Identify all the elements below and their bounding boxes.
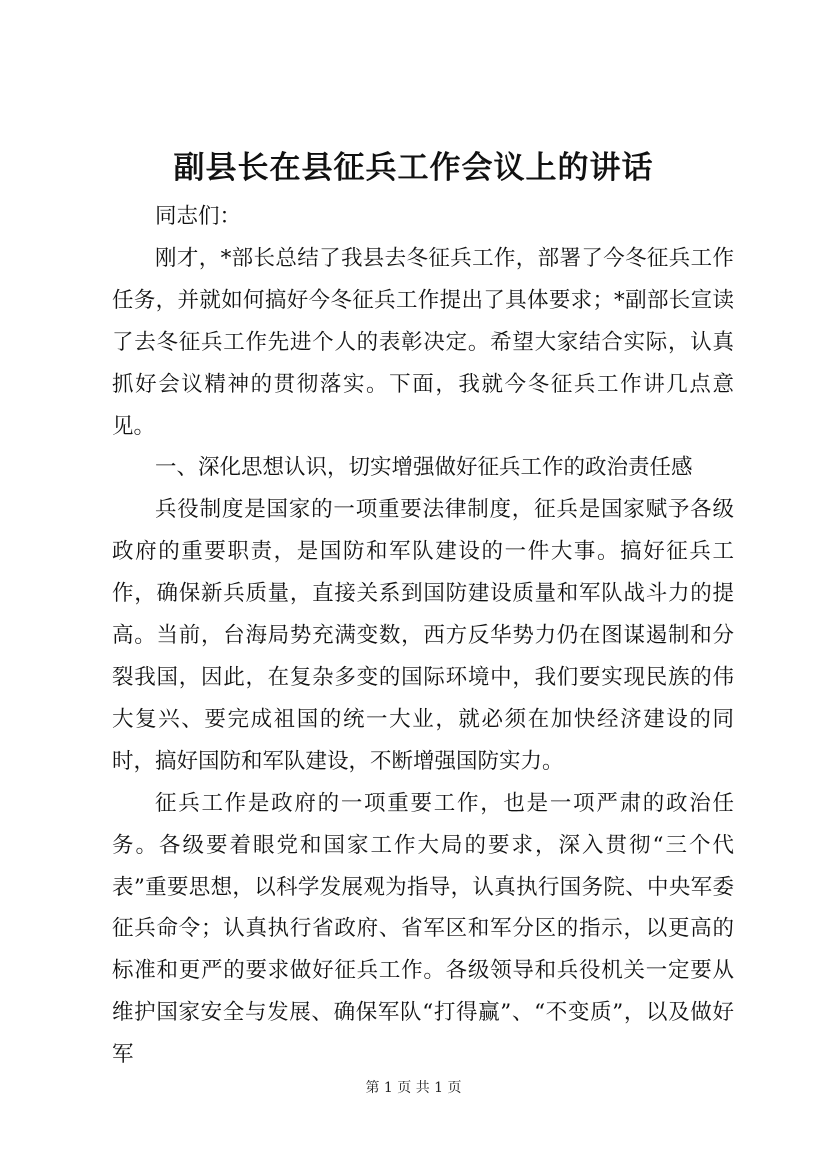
page-number-footer: 第 1 页 共 1 页 (365, 1080, 462, 1096)
section-heading-1: 一、深化思想认识，切实增强做好征兵工作的政治责任感 (155, 455, 693, 481)
salutation: 同志们： (155, 204, 242, 229)
paragraph-2: 兵役制度是国家的一项重要法律制度，征兵是国家赋予各级政府的重要职责，是国防和军队建设的一件大事。搞好征兵工作，确保新兵质量，直接关系到国防建设质量和军队战斗力的提高。当前，台海局势充满变数，西方反华势力仍在图谋遏制和分裂我国，因此，在复杂多变的国际环境中，我们要实现民族的伟大复兴、要完成祖国的统一大业，就必须在加快经济建设的同时，搞好国防和军队建设，不断增强国防实力。 (112, 497, 734, 774)
paragraph-3: 征兵工作是政府的一项重要工作，也是一项严肃的政治任务。各级要着眼党和国家工作大局的要求，深入贯彻“三个代表”重要思想，以科学发展观为指导，认真执行国务院、中央军委征兵命令；认真执行省政府、省军区和军分区的指示，以更高的标准和更严的要求做好征兵工作。各级领导和兵役机关一定要从维护国家安全与发展、确保军队“打得赢”、“不变质”，以及做好军 (112, 790, 734, 1068)
document-title: 副县长在县征兵工作会议上的讲话 (173, 150, 654, 186)
paragraph-1: 刚才，*部长总结了我县去冬征兵工作，部署了今冬征兵工作任务，并就如何搞好今冬征兵工作提出了具体要求；*副部长宣读了去冬征兵工作先进个人的表彰决定。希望大家结合实际，认真抓好会议精神的贯彻落实。下面，我就今冬征兵工作讲几点意见。 (112, 245, 734, 439)
document-body (112, 196, 734, 1076)
